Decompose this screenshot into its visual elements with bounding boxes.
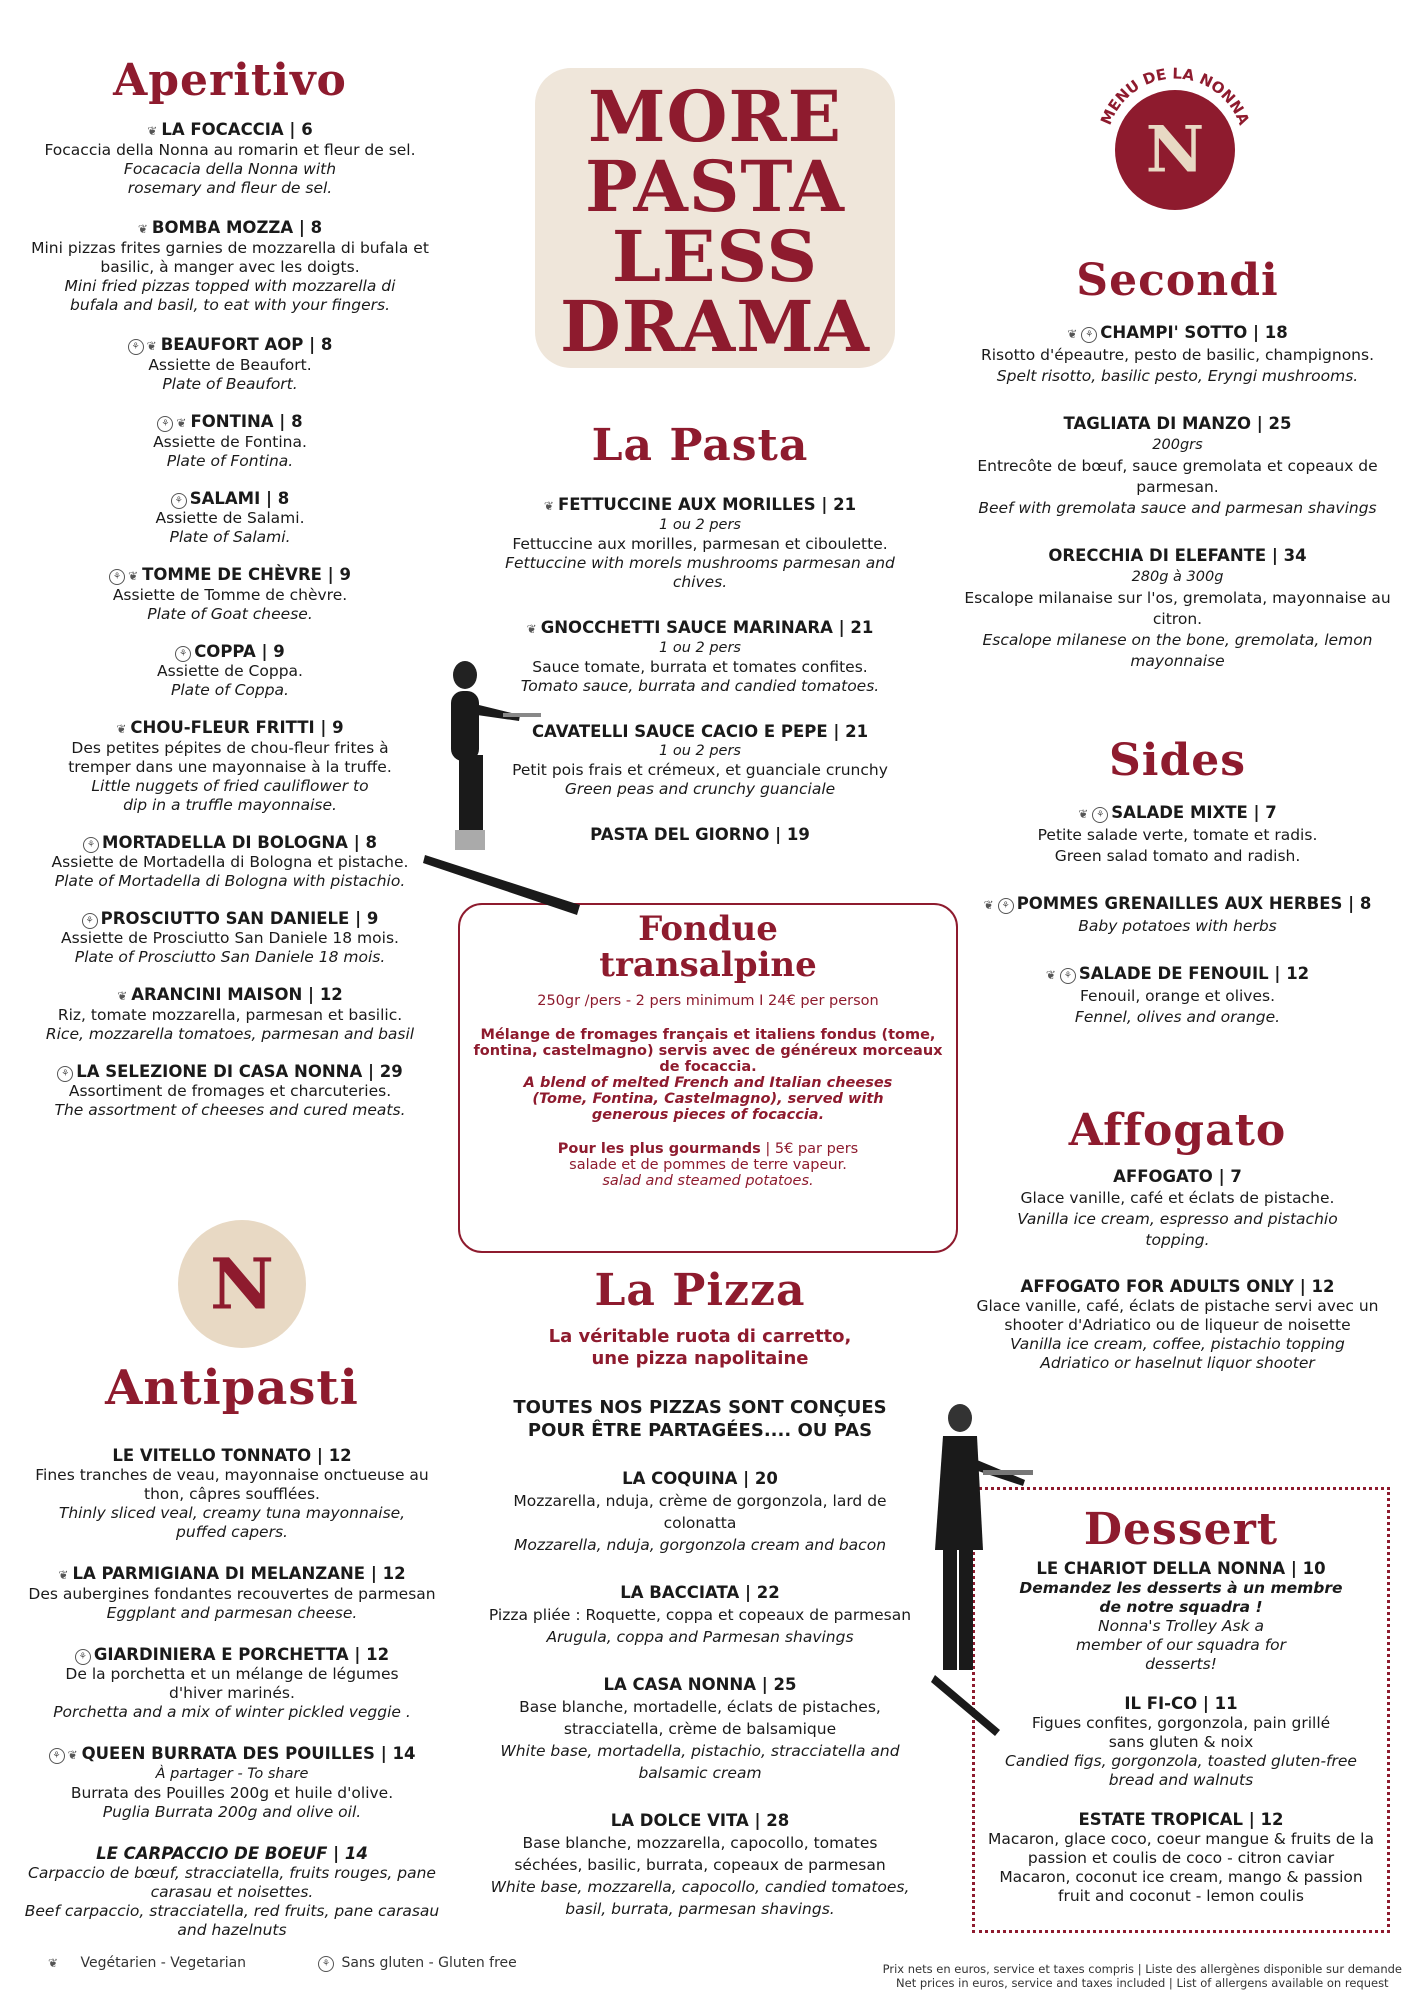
sides-section (955, 735, 1400, 1050)
aperitivo-item: ❦ CHOU-FLEUR FRITTI | 9 Des petites pépites de chou-fleur frites à tremper dans une mayonnaise à la truffe. Little nuggets of fried cauliflower to dip in a truffle mayonnaise. (68, 718, 392, 814)
fondue-extra: Pour les plus gourmands | 5€ par pers salade et de pommes de terre vapeur. salad and steamed potatoes. (557, 1141, 859, 1189)
affogato-item: AFFOGATO FOR ADULTS ONLY | 12 Glace vanille, café, éclats de pistache servi avec un shooter d'Adriatico ou de liqueur de noisette Vanilla ice cream, coffee, pistachio topping Adriatico or haselnut liquor shooter (976, 1277, 1379, 1372)
antipasti-item: LE CARPACCIO DE BOEUF | 14 Carpaccio de bœuf, stracciatella, fruits rouges, pane carasau et noisettes. Beef carpaccio, stracciatella, red fruits, pane carasau and hazelnuts (24, 1844, 440, 1939)
aperitivo-item: ⚘ ❦ FONTINA | 8 Assiette de Fontina. Plate of Fontina. (153, 412, 307, 470)
gluten-free-icon: ⚘ (128, 339, 144, 355)
aperitivo-title: Aperitivo (113, 55, 347, 106)
gluten-free-icon: ⚘ (83, 837, 99, 853)
aperitivo-item: ❦ LA FOCACCIA | 6 Focaccia della Nonna au romarin et fleur de sel. Focacacia della Nonna with rosemary and fleur de sel. (44, 120, 416, 197)
aperitivo-section (20, 55, 440, 1142)
gluten-free-icon: ⚘ (171, 493, 187, 509)
secondi-item: TAGLIATA DI MANZO | 25 200grs Entrecôte de bœuf, sauce gremolata et copeaux de parmesan. Beef with gremolata sauce and parmesan shavings (977, 414, 1378, 517)
gluten-free-icon: ⚘ (49, 1748, 65, 1764)
sides-item: ❦ ⚘ SALADE MIXTE | 7 Petite salade verte, tomate et radis. Green salad tomato and radish. (1037, 803, 1318, 865)
secondi-item: ❦ ⚘ CHAMPI' SOTTO | 18 Risotto d'épeautre, pesto de basilic, champignons. Spelt risotto, basilic pesto, Eryngi mushrooms. (980, 323, 1375, 385)
fondue-description-fr: Mélange de fromages français et italiens fondus (tome, fontina, castelmagno) servis avec de généreux morceaux de focaccia. (473, 1027, 943, 1075)
antipasti-item: ⚘ GIARDINIERA E PORCHETTA | 12 De la porchetta et un mélange de légumes d'hiver marinés. Porchetta and a mix of winter pickled veggie . (53, 1645, 411, 1721)
vegetarian-icon: ❦ (67, 1748, 78, 1762)
vegetarian-icon: ❦ (1078, 807, 1089, 821)
sides-title: Sides (1108, 735, 1247, 786)
fondue-box (458, 903, 958, 1253)
badge-circle-top (1115, 90, 1235, 210)
headline-line-1: MORE (588, 75, 842, 158)
badge-circle-mid (178, 1220, 306, 1348)
gluten-free-icon: ⚘ (998, 898, 1014, 914)
gluten-free-icon: ⚘ (109, 569, 125, 585)
antipasti-title: Antipasti (105, 1360, 359, 1416)
vegetarian-icon: ❦ (1067, 327, 1078, 341)
dessert-item: IL FI-CO | 11 Figues confites, gorgonzola, pain grillé sans gluten & noix Candied figs, gorgonzola, toasted gluten-free bread and walnuts (1005, 1694, 1357, 1789)
aperitivo-item: ⚘ COPPA | 9 Assiette de Coppa. Plate of Coppa. (157, 642, 303, 699)
gluten-free-icon: ⚘ (1060, 968, 1076, 984)
vegetarian-icon: ❦ (58, 1568, 69, 1582)
pasta-item: ❦ FETTUCCINE AUX MORILLES | 21 1 ou 2 pers Fettuccine aux morilles, parmesan et ciboulette. Fettuccine with morels mushrooms parmesan and chives. (505, 495, 895, 591)
aperitivo-item: ❦ BOMBA MOZZA | 8 Mini pizzas frites garnies de mozzarella di bufala et basilic, à manger avec les doigts. Mini fried pizzas topped with mozzarella di bufala and basil, to eat with your fingers. (31, 218, 429, 314)
vegetarian-icon: ❦ (137, 222, 148, 236)
gluten-free-icon: ⚘ (1092, 807, 1108, 823)
legend-vegetarian: ❦ Vegétarien - Vegetarian (48, 1955, 247, 1971)
antipasti-section (12, 1360, 452, 1962)
pasta-item: PASTA DEL GIORNO | 19 (590, 825, 810, 844)
secondi-item: ORECCHIA DI ELEFANTE | 34 280g à 300g Escalope milanaise sur l'os, gremolata, mayonnaise au citron. Escalope milanese on the bone, gremolata, lemon mayonnaise (964, 546, 1391, 670)
footer-prices: Prix nets en euros, service et taxes compris | Liste des allergènes disponible sur demande Net prices in euros, service and taxes included | List of allergens available on request (882, 1962, 1402, 1990)
headline-line-2: PASTA (585, 145, 845, 228)
vegetarian-icon: ❦ (526, 622, 537, 636)
fondue-description-en: A blend of melted French and Italian cheeses (Tome, Fontina, Castelmagno), served with generous pieces of focaccia. (523, 1075, 893, 1123)
aperitivo-item: ⚘ SALAMI | 8 Assiette de Salami. Plate of Salami. (155, 489, 305, 546)
gluten-free-icon: ⚘ (57, 1066, 73, 1082)
vegetarian-icon: ❦ (116, 722, 127, 736)
dessert-item: ESTATE TROPICAL | 12 Macaron, glace coco, coeur mangue & fruits de la passion et coulis de coco - citron caviar Macaron, coconut ice cream, mango & passion fruit and coconut - lemon coulis (988, 1810, 1374, 1905)
badge-menu-nonna (1080, 35, 1270, 205)
gluten-free-icon: ⚘ (82, 913, 98, 929)
aperitivo-item: ⚘ PROSCIUTTO SAN DANIELE | 9 Assiette de Prosciutto San Daniele 18 mois. Plate of Prosciutto San Daniele 18 mois. (61, 909, 399, 966)
aperitivo-item: ⚘ ❦ BEAUFORT AOP | 8 Assiette de Beaufort. Plate of Beaufort. (20, 335, 440, 394)
badge-arc-label: MENU DE LA NONNA (1096, 64, 1253, 128)
aperitivo-item: ⚘ ❦ TOMME DE CHÈVRE | 9 Assiette de Tomme de chèvre. Plate of Goat cheese. (20, 565, 440, 624)
vegetarian-icon: ❦ (983, 898, 994, 912)
vegetarian-icon: ❦ (1045, 968, 1056, 982)
pizza-share-note: TOUTES NOS PIZZAS SONT CONÇUES POUR ÊTRE PARTAGÉES.... OU PAS (513, 1397, 887, 1441)
gluten-free-icon: ⚘ (175, 646, 191, 662)
pasta-title: La Pasta (591, 420, 809, 471)
badge-letter-mid: N (210, 1242, 274, 1326)
fondue-title: Fondue transalpine (599, 909, 817, 985)
aperitivo-item: ⚘ LA SELEZIONE DI CASA NONNA | 29 Assortiment de fromages et charcuteries. The assortment of cheeses and cured meats. (54, 1062, 406, 1119)
dessert-item: LE CHARIOT DELLA NONNA | 10 Demandez les desserts à un membre de notre squadra ! Nonna's Trolley Ask a member of our squadra for desserts! (1019, 1559, 1343, 1673)
skier-woman-illustration (415, 655, 595, 930)
antipasti-item: ⚘ ❦ QUEEN BURRATA DES POUILLES | 14 À partager - To share Burrata des Pouilles 200g et huile d'olive. Puglia Burrata 200g and olive oil. (12, 1744, 452, 1822)
gluten-free-icon: ⚘ (157, 416, 173, 432)
secondi-section (955, 255, 1400, 694)
gluten-free-icon: ⚘ (318, 1956, 334, 1972)
vegetarian-icon: ❦ (146, 339, 157, 353)
pizza-item: LA BACCIATA | 22 Pizza pliée : Roquette, coppa et copeaux de parmesan Arugula, coppa and Parmesan shavings (488, 1583, 912, 1646)
legend-gluten-free: ⚘ Sans gluten - Gluten free (318, 1955, 517, 1972)
vegetarian-icon: ❦ (147, 124, 158, 138)
pizza-subtitle: La véritable ruota di carretto, une pizza napolitaine (548, 1326, 852, 1369)
pizza-item: LA DOLCE VITA | 28 Base blanche, mozzarella, capocollo, tomates séchées, basilic, burrata, copeaux de parmesan White base, mozzarella, capocollo, candied tomatoes, basil, burrata, parmesan shavings. (490, 1811, 910, 1918)
secondi-title: Secondi (1076, 255, 1279, 306)
pizza-item: LA COQUINA | 20 Mozzarella, nduja, crème de gorgonzola, lard de colonatta Mozzarella, nduja, gorgonzola cream and bacon (513, 1469, 887, 1554)
badge-letter-top: N (1145, 112, 1205, 188)
vegetarian-icon: ❦ (543, 499, 554, 513)
sides-item: ❦ ⚘ POMMES GRENAILLES AUX HERBES | 8 Baby potatoes with herbs (983, 894, 1372, 935)
vegetarian-icon: ❦ (48, 1956, 59, 1970)
pasta-item: CAVATELLI SAUCE CACIO E PEPE | 21 1 ou 2 pers Petit pois frais et crémeux, et guanciale crunchy Green peas and crunchy guanciale (512, 722, 888, 798)
pasta-item: ❦ GNOCCHETTI SAUCE MARINARA | 21 1 ou 2 pers Sauce tomate, burrata et tomates confites. Tomato sauce, burrata and candied tomatoes. (520, 618, 880, 695)
antipasti-item: LE VITELLO TONNATO | 12 Fines tranches de veau, mayonnaise onctueuse au thon, câpres soufflées. Thinly sliced veal, creamy tuna mayonnaise, puffed capers. (35, 1446, 429, 1541)
vegetarian-icon: ❦ (117, 989, 128, 1003)
aperitivo-item: ❦ ARANCINI MAISON | 12 Riz, tomate mozzarella, parmesan et basilic. Rice, mozzarella tomatoes, parmesan and basil (45, 985, 415, 1043)
aperitivo-item: ⚘ MORTADELLA DI BOLOGNA | 8 Assiette de Mortadella di Bologna et pistache. Plate of Mortadella di Bologna with pistachio. (51, 833, 409, 890)
vegetarian-icon: ❦ (128, 569, 139, 583)
pizza-section (470, 1265, 930, 1942)
fondue-price: 250gr /pers - 2 pers minimum I 24€ per person (537, 993, 879, 1009)
gluten-free-icon: ⚘ (1081, 327, 1097, 343)
headline-line-4: DRAMA (560, 285, 870, 368)
vegetarian-icon: ❦ (176, 416, 187, 430)
affogato-item: AFFOGATO | 7 Glace vanille, café et éclats de pistache. Vanilla ice cream, espresso and pistachio topping. (1017, 1167, 1338, 1249)
sides-item: ❦ ⚘ SALADE DE FENOUIL | 12 Fenouil, orange et olives. Fennel, olives and orange. (1045, 964, 1310, 1026)
affogato-title: Affogato (1068, 1105, 1287, 1156)
dessert-title: Dessert (1083, 1504, 1279, 1555)
pizza-title: La Pizza (594, 1265, 806, 1316)
gluten-free-icon: ⚘ (75, 1649, 91, 1665)
skier-waiter-illustration (905, 1400, 1035, 1740)
pizza-item: LA CASA NONNA | 25 Base blanche, mortadelle, éclats de pistaches, stracciatella, crème de balsamique White base, mortadella, pistachio, stracciatella and balsamic cream (500, 1675, 900, 1782)
headline-line-3: LESS (611, 215, 819, 298)
headline-card (535, 68, 895, 368)
antipasti-item: ❦ LA PARMIGIANA DI MELANZANE | 12 Des aubergines fondantes recouvertes de parmesan Eggplant and parmesan cheese. (28, 1564, 436, 1622)
affogato-section (955, 1105, 1400, 1395)
